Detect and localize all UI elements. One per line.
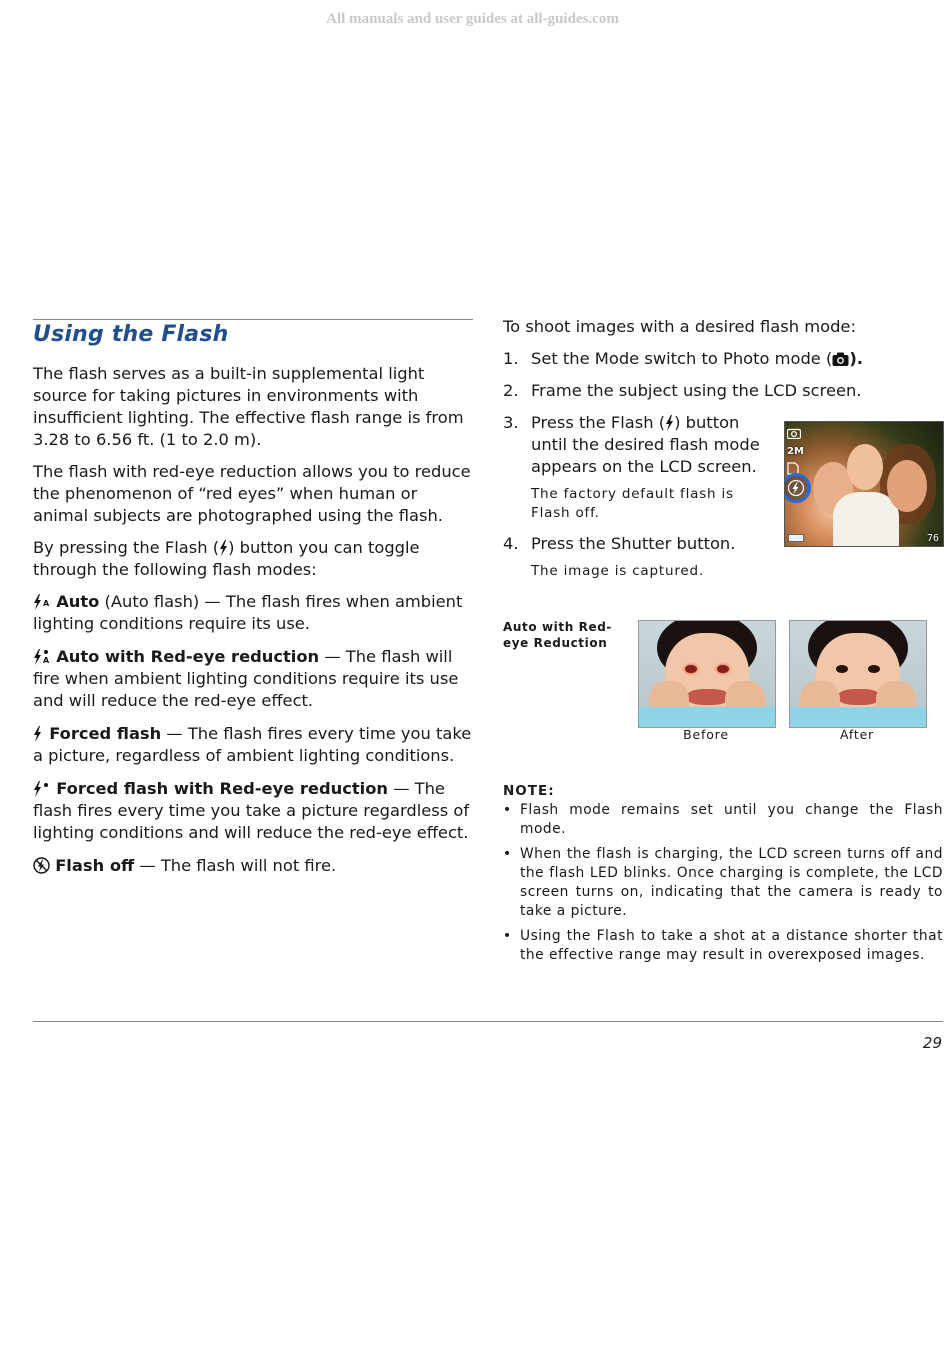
note-text: Flash mode remains set until you change the Flash mode.	[520, 802, 943, 837]
after-photo	[789, 620, 927, 728]
after-caption: After	[839, 727, 875, 742]
step-number: 2.	[503, 381, 519, 400]
step-1	[503, 348, 943, 370]
intro-paragraph: The flash serves as a built-in supplemental light source for taking pictures in environments with insufficient lighting. The effective flash range is from 3.28 to 6.56 ft. (1 to 2.0 m).	[33, 364, 464, 449]
mode-auto-name: Auto	[56, 592, 100, 611]
step-1-text-b: ).	[849, 349, 863, 368]
step-text: Press the Shutter button.	[531, 534, 736, 553]
step-1-text-a: Set the Mode switch to Photo mode (	[531, 349, 833, 368]
flash-icon	[219, 540, 228, 556]
steps-intro: To shoot images with a desired flash mode:	[503, 317, 856, 336]
step-number: 4.	[503, 534, 519, 553]
red-eye	[685, 665, 697, 673]
step-2	[503, 380, 943, 402]
page-number: 29	[922, 1034, 942, 1052]
top-divider	[33, 319, 473, 320]
flash-auto-redeye-icon	[33, 649, 51, 665]
lcd-camera-icon	[787, 427, 801, 439]
lcd-flash-mode-highlight	[784, 473, 811, 503]
note-text: Using the Flash to take a shot at a distance shorter that the effective range may result in overexposed images.	[520, 928, 943, 963]
step-number: 1.	[503, 349, 519, 368]
camera-icon	[832, 352, 849, 367]
mode-auto-redeye-name: Auto with Red-eye reduction	[56, 647, 320, 666]
step-3-subnote: The factory default flash is Flash off.	[531, 486, 734, 521]
normal-eye	[836, 665, 848, 673]
lcd-overlay-icons	[787, 424, 803, 479]
mode-flash-off-desc: — The flash will not fire.	[134, 856, 337, 875]
flash-forced-icon	[33, 726, 44, 742]
note-title: NOTE:	[503, 783, 555, 799]
mode-forced-name: Forced flash	[49, 724, 162, 743]
mode-auto-desc: (Auto flash) — The flash fires when ambient lighting conditions require its use.	[33, 592, 463, 633]
before-photo	[638, 620, 776, 728]
note-item	[503, 845, 943, 921]
normal-eye	[868, 665, 880, 673]
flash-icon	[665, 415, 674, 431]
child-shirt	[639, 707, 775, 727]
mode-forced-redeye	[33, 778, 473, 844]
step-text: Frame the subject using the LCD screen.	[531, 381, 862, 400]
flash-forced-redeye-icon	[33, 781, 51, 797]
step-4-subnote: The image is captured.	[531, 563, 704, 579]
mode-flash-off	[33, 855, 473, 877]
mode-flash-off-name: Flash off	[55, 856, 135, 875]
page-title: Using the Flash	[33, 322, 229, 347]
child-mouth	[838, 689, 880, 705]
mode-forced-redeye-desc: — The flash fires every time you take a picture regardless of lighting conditions and will reduce the red-eye effect.	[33, 779, 470, 842]
note-item	[503, 801, 943, 839]
lcd-resolution: 2M	[787, 446, 804, 457]
bullet: •	[503, 802, 512, 818]
bottom-divider	[33, 1021, 943, 1022]
mode-forced	[33, 723, 473, 767]
lcd-photo-face	[887, 460, 927, 512]
lcd-screen-illustration	[784, 421, 944, 547]
svg-text:A: A	[43, 656, 50, 665]
red-eye	[717, 665, 729, 673]
redeye-example-label: Auto with Red-eye Reduction	[503, 620, 612, 650]
note-text: When the flash is charging, the LCD screen turns off and the flash LED blinks. Once charging is complete, the LCD screen turns on, indicating that the camera is ready to take a picture.	[520, 846, 943, 919]
before-caption: Before	[683, 727, 729, 742]
mode-auto-redeye-desc: — The flash will fire when ambient lighting conditions require its use and will reduce the red-eye effect.	[33, 647, 459, 710]
mode-forced-desc: — The flash fires every time you take a picture, regardless of ambient lighting conditions.	[33, 724, 472, 765]
toggle-paragraph	[33, 537, 473, 581]
watermark: All manuals and user guides at all-guides.com	[326, 11, 619, 27]
flash-off-icon	[33, 857, 50, 874]
mode-auto	[33, 591, 473, 635]
child-mouth	[687, 689, 729, 705]
note-item	[503, 927, 943, 965]
redeye-paragraph: The flash with red-eye reduction allows you to reduce the phenomenon of “red eyes” when human or animal subjects are photographed using the flash.	[33, 462, 471, 525]
step-number: 3.	[503, 413, 519, 432]
toggle-text-a: By pressing the Flash (	[33, 538, 220, 557]
mode-auto-redeye	[33, 646, 473, 712]
bullet: •	[503, 928, 512, 944]
note-section	[503, 783, 943, 971]
bullet: •	[503, 846, 512, 862]
flash-auto-icon	[33, 594, 51, 610]
lcd-photo-face	[847, 444, 883, 490]
step-text	[531, 348, 943, 370]
child-shirt	[790, 707, 926, 727]
step-text	[531, 412, 771, 478]
toggle-text-b: ) button you can toggle through the following flash modes:	[33, 538, 420, 579]
lcd-flash-off-icon	[787, 479, 805, 497]
lcd-battery-icon	[788, 534, 804, 542]
lcd-shot-count: 76	[926, 533, 939, 544]
mode-forced-redeye-name: Forced flash with Red-eye reduction	[56, 779, 389, 798]
left-column	[33, 322, 473, 888]
step-3-text-b: ) button until the desired flash mode appears on the LCD screen.	[531, 413, 760, 476]
lcd-photo-clothing	[833, 492, 899, 547]
svg-text:A: A	[43, 599, 50, 608]
step-3-text-a: Press the Flash (	[531, 413, 666, 432]
